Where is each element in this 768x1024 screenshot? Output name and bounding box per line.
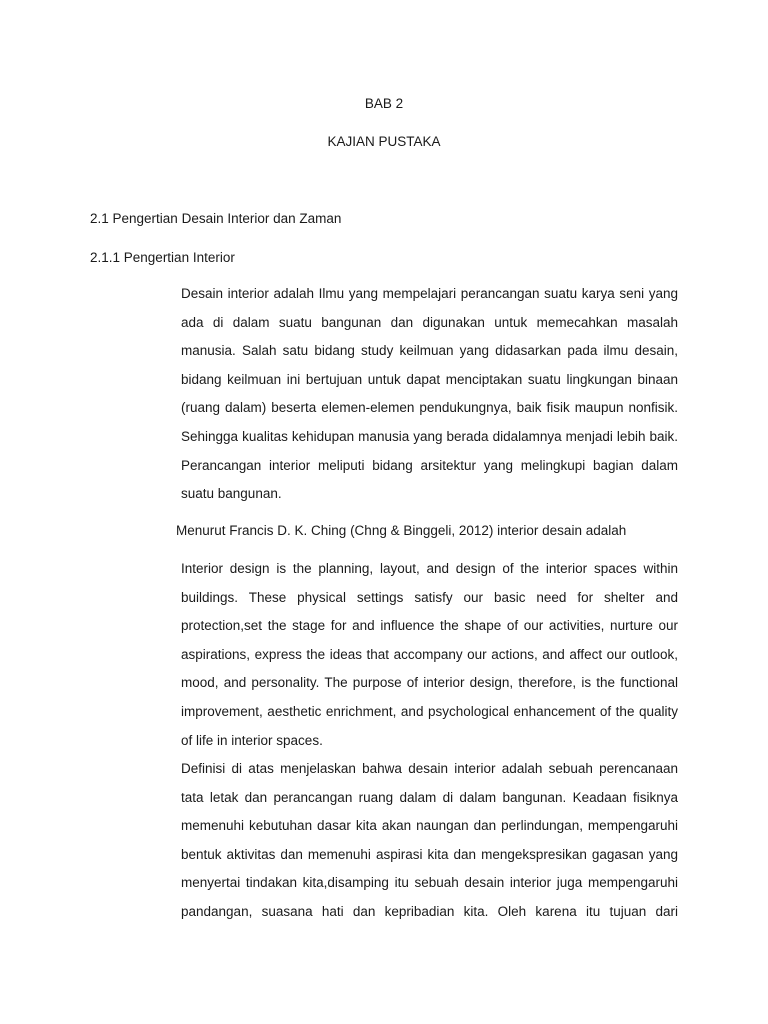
chapter-title: KAJIAN PUSTAKA: [327, 134, 441, 149]
paragraph-explanation: Definisi di atas menjelaskan bahwa desain interior adalah sebuah perencanaan tata letak dan perancangan ruang dalam di dalam bangunan. Keadaan fisiknya memenuhi kebutuhan dasar kita akan naungan dan perlindungan, mempengaruhi bentuk aktivitas dan memenuhi aspirasi kita dan mengekspresikan gagasan yang menyertai tindakan kita,disamping itu sebuah desain interior juga mempengaruhi pandangan, suasana hati dan kepribadian kita. Oleh karena itu tujuan dari: [181, 761, 678, 919]
subsection-heading: 2.1.1 Pengertian Interior: [90, 250, 235, 265]
block-quote: Interior design is the planning, layout, and design of the interior spaces within buildings. These physical settings satisfy our basic need for shelter and protection,set the stage for and influence the shape of our activities, nurture our aspirations, express the ideas that accompany our actions, and affect our outlook, mood, and personality. The purpose of interior design, therefore, is the functional improvement, aesthetic enrichment, and psychological enhancement of the quality of life in interior spaces.: [181, 561, 678, 748]
paragraph-definition: Desain interior adalah Ilmu yang mempelajari perancangan suatu karya seni yang ada di dalam suatu bangunan dan digunakan untuk memecahkan masalah manusia. Salah satu bidang study keilmuan yang didasarkan pada ilmu desain, bidang keilmuan ini bertujuan untuk dapat menciptakan suatu lingkungan binaan (ruang dalam) beserta elemen-elemen pendukungnya, baik fisik maupun nonfisik. Sehingga kualitas kehidupan manusia yang berada didalamnya menjadi lebih baik. Perancangan interior meliputi bidang arsitektur yang melingkupi bagian dalam suatu bangunan.: [181, 286, 678, 502]
quote-intro: Menurut Francis D. K. Ching (Chng & Binggeli, 2012) interior desain adalah: [176, 523, 627, 538]
chapter-number: BAB 2: [364, 96, 404, 111]
section-heading: 2.1 Pengertian Desain Interior dan Zaman: [90, 211, 342, 226]
